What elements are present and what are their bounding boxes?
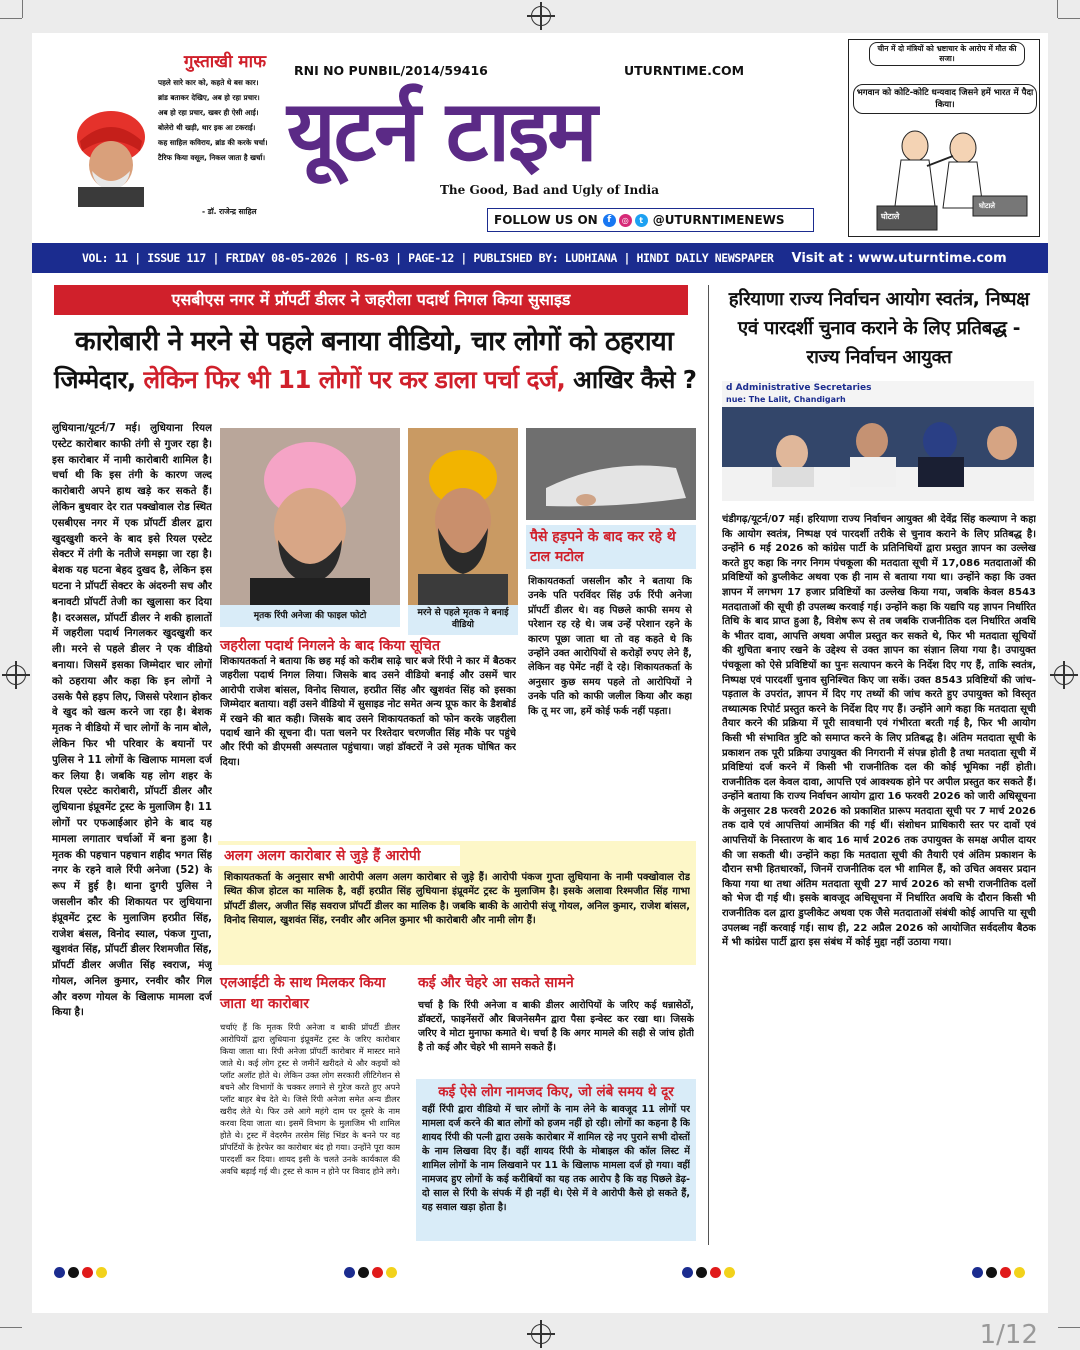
issue-info: VOL: 11 | ISSUE 117 | FRIDAY 08-05-2026 | RS-03 | PAGE-12 | PUBLISHED BY: LUDHIANA | HINDI DAILY NEWSPAPER bbox=[82, 251, 774, 265]
masthead-title: यूटर्न टाइम bbox=[287, 82, 596, 180]
crop-mark bbox=[0, 18, 22, 19]
website-top: UTURNTIME.COM bbox=[624, 63, 745, 78]
side-body: चंडीगढ़/यूटर्न/07 मई। हरियाणा राज्य निर्वाचन आयुक्त श्री देवेंद्र सिंह कल्याण ने कहा कि आयोग स्वतंत्र, निष्पक्ष एवं पारदर्शी तरीके से चुनाव कराने के लिए प्रतिबद्ध है। उन्होंने 6 मई 2026 को कांग्रेस पार्टी के प्रतिनिधियों द्वारा प्रस्तुत ज्ञापन का उल्लेख करते हुए कहा कि नगर निगम पंचकूला की मतदाता सूची में 17,086 मतदाताओं की प्रविष्टियों को डुप्लीकेट अथवा एक ही नाम से बताया गया था। उन्होंने कहा कि उक्त ज्ञापन में लगभग 17 हजार प्रविष्टियों का उल्लेख किया गया, जबकि केवल 8543 मतदाताओं की सूची ही उपलब्ध करवाई गई। उन्होंने कहा कि यद्यपि यह ज्ञापन निर्धारित तिथि के बाद प्राप्त हुआ है, विशेष रूप से तब जबकि राजनीतिक दल निर्धारित अवधि के भीतर दावा, आपत्ति अथवा अपील प्रस्तुत कर सकते थे, फिर भी मतदाता सूचियों की शुचिता बनाए रखने के उद्देश्य से उक्त ज्ञापन का संज्ञान लिया गया है। उपायुक्त पंचकूला को ऐसे प्रविष्टियों का पुनः सत्यापन करने के निर्देश दिए गए हैं, ताकि स्वतंत्र, निष्पक्ष एवं पारदर्शी चुनाव सुनिश्चित किए जा सकें। उक्त 8543 प्रविष्टियों की जांच-पड़ताल के उपरांत, ज्ञापन में दिए गए तथ्यों की जांच करते हुए उपायुक्त को विस्तृत तथ्यात्मक रिपोर्ट प्रस्तुत करने के निर्देश दिए गए हैं। उन्होंने आगे कहा कि मतदाता सूची तैयार करने की प्रक्रिया में पूरी सावधानी एवं गंभीरता बरती गई है, फिर भी आयोग किसी भी संभावित त्रुटि को समाप्त करने के लिए प्रतिबद्ध है। अंतिम मतदाता सूची के प्रकाशन तक पूरी प्रक्रिया उपायुक्त की निगरानी में संपन्न होती है तथा मतदाता सूची में प्रविष्टियां दर्ज करने में किसी भी राजनीतिक दल की कोई भूमिका नहीं होती। राजनीतिक दल केवल दावा, आपत्ति एवं आवश्यक होने पर अपील प्रस्तुत कर सकते हैं। उन्होंने बताया कि राज्य निर्वाचन आयोग द्वारा 16 फरवरी 2026 को जारी अधिसूचना के अनुसार 28 फरवरी 2026 को प्रकाशित प्रारूप मतदाता सूची पर 7 मार्च 2026 तक दावे एवं आपत्तियां आमंत्रित की गई थीं। संशोधन प्राधिकारी स्तर पर दावों एवं आपत्तियों के निस्तारण के बाद 16 मार्च 2026 तक उपायुक्त के समक्ष अपील दायर की जा सकती थी। उन्होंने कहा कि मतदाता सूची की तैयारी एवं अंतिम प्रकाशन के दौरान सभी हितधारकों, जिनमें राजनीतिक दल भी शामिल हैं, को उचित अवसर प्रदान किया गया था तथा अंतिम मतदाता सूची 27 मार्च 2026 को सभी राजनीतिक दलों को भेज दी गई थी। इसके बावजूद अधिसूचना में निर्धारित अवधि के दौरान किसी भी राजनीतिक दल द्वारा डुप्लीकेट अथवा एक जैसे मतदाताओं संबंधी कोई आपत्ति या सूची उपलब्ध नहीं करवाई गई। साथ ही, 22 अप्रैल 2026 को आयोजित सर्वदलीय बैठक में भी कांग्रेस पार्टी द्वारा इस संबंध में कोई मुद्दा नहीं उठाया गया। bbox=[722, 514, 1036, 949]
headline-part: आखिर कैसे ? bbox=[573, 365, 697, 394]
photo-caption: मरने से पहले मृतक ने बनाई वीडियो bbox=[408, 605, 518, 635]
headline-part-red: लेकिन फिर भी 11 लोगों पर कर डाला पर्चा दर्ज, bbox=[143, 365, 566, 394]
crop-mark bbox=[22, 0, 23, 18]
color-dots bbox=[54, 1263, 110, 1282]
named-accused-box bbox=[416, 1079, 696, 1241]
cartoon-sign: घोटाले bbox=[979, 202, 996, 210]
poem-line: बोलेरो थी खड़ी, थार इक आ टकराई। bbox=[158, 123, 256, 132]
crop-mark bbox=[0, 1327, 22, 1328]
main-kicker: एसबीएस नगर में प्रॉपर्टी डीलर ने जहरीला पदार्थ निगल किया सुसाइड bbox=[54, 285, 688, 315]
headline-line1: कारोबारी ने मरने से पहले बनाया वीडियो, चार लोगों को ठहराया bbox=[74, 326, 674, 357]
subhead-2-body: शिकायतकर्ता जसलीन कौर ने बताया कि उनके पति परविंदर सिंह उर्फ रिंपी अनेजा प्रॉपर्टी डीलर थे। वह पिछले काफी समय से परेशान रह रहे थे। जब उन्हें परेशान रहने के कारण पूछा जाता था तो वह कहते थे कि उन्होंने उक्त आरोपियों से करोड़ों रुपए लेने हैं, लेकिन वह पेमेंट नहीं दे रहे। शिकायतकर्ता के अनुसार कुछ समय पहले तो आरोपियों ने उनके पति को काफी जलील किया और कहा कि तू मर जा, हमें कोई फर्क नहीं पड़ता। bbox=[528, 576, 692, 717]
registration-mark bbox=[531, 1324, 551, 1344]
subhead-2: पैसे हड़पने के बाद कर रहे थे टाल मटोल bbox=[526, 525, 696, 569]
registration-mark bbox=[531, 6, 551, 26]
subhead-1-body: शिकायतकर्ता ने बताया कि छह मई को करीब साढ़े चार बजे रिंपी ने कार में बैठकर जहरीला पदार्थ निगल लिया। जिसके बाद उसने वीडियो बनाई और उसमें चार आरोपी राजेश बांसल, विनोद सियाल, हरप्रीत सिंह और खुशवंत सिंह को इसका जिम्मेदार बताया। वहीं उसने वीडियो में सुसाइड नोट समेत अन्य प्रूफ कार के डैशबोर्ड में रखने की बात कही। जिसके बाद उसने शिकायतकर्ता को फोन करके जहरीला पदार्थ खाने की सूचना दी। पता चलने पर रिश्तेदार चरणजीत सिंह मौके पर पहुंचे और रिंपी को डीएमसी अस्पताल पहुंचाया। जहां डॉक्टरों ने उसे मृतक घोषित कर दिया। bbox=[220, 656, 516, 768]
poem-title: गुस्ताखी माफ bbox=[183, 52, 267, 72]
accused-box-title: अलग अलग कारोबार से जुड़े हैं आरोपी bbox=[218, 845, 460, 866]
accused-box-body: शिकायतकर्ता के अनुसार सभी आरोपी अलग अलग कारोबार से जुड़े हैं। आरोपी पंकज गुप्ता लुधियाना के नामी पक्खोवाल रोड स्थित कीज होटल का मालिक है, वहीं हरप्रीत सिंह लुधियाना इंप्रूवमेंट ट्रस्ट के मुलाजिम है। इसके अलावा रिश्मजीत सिंह गाभा प्रॉपर्टी डीलर, अजीत सिंह सवराज प्रॉपर्टी डीलर का मालिक है। जबकि बाकी के आरोपी संजू गोयल, अनिल कुमार, राजेश बांसल, विनोद सियाल, खुशवंत सिंह, रनवीर और अनिल कुमार भी कारोबारी और नामी लोग हैं। bbox=[224, 872, 690, 927]
color-dots bbox=[344, 1263, 400, 1282]
side-headline: हरियाणा राज्य निर्वाचन आयोग स्वतंत्र, निष्पक्ष एवं पारदर्शी चुनाव कराने के लिए प्रतिबद्ध - राज्य निर्वाचन आयुक्त bbox=[728, 289, 1030, 368]
poem-line: टैरिफ किया वसूल, निकल जाता है खर्चा। bbox=[158, 153, 266, 162]
subhead-4: कई और चेहरे आ सकते सामने bbox=[418, 975, 574, 991]
cartoon-speech: भगवान को कोटि-कोटि धन्यवाद जिसने हमें भारत में पैदा किया। bbox=[853, 84, 1037, 114]
author-portrait bbox=[70, 107, 152, 207]
follow-label: FOLLOW US ON bbox=[494, 213, 598, 227]
cartoon-sign: घोटाले bbox=[881, 212, 900, 221]
twitter-icon[interactable]: t bbox=[635, 214, 648, 227]
poem-line: पहले सारे कार को, कहते थे बस कार। bbox=[158, 78, 259, 87]
subhead-4-body: चर्चा है कि रिंपी अनेजा व बाकी डीलर आरोपियों के जरिए कई धन्नासेठों, डॉक्टरों, फाइनेंसरों और बिजनेसमैन द्वारा पैसा इन्वेस्ट कर रखा था। जिसके जरिए वे मोटा मुनाफा कमाते थे। चर्चा है कि अगर मामले की सही से जांच होती है तो कई और चेहरे भी सामने सकते हैं। bbox=[418, 1000, 694, 1053]
poem-section bbox=[52, 45, 292, 245]
photo-victim-file bbox=[220, 428, 400, 606]
cartoon-box bbox=[848, 39, 1040, 237]
follow-bar bbox=[487, 208, 814, 232]
masthead-tagline: The Good, Bad and Ugly of India bbox=[440, 183, 659, 197]
photo-caption: मृतक रिंपी अनेजा की फाइल फोटो bbox=[220, 605, 400, 627]
instagram-icon[interactable]: ◎ bbox=[619, 214, 632, 227]
headline-line2 bbox=[54, 361, 697, 399]
photo-victim-video bbox=[408, 428, 518, 606]
poem-line: ब्रांड बताकर देखिए, अब हो रहा प्रचार। bbox=[158, 93, 260, 102]
main-column-1: लुधियाना/यूटर्न/7 मई। लुधियाना रियल एस्टेट कारोबार काफी तंगी से गुजर रहा है। इस कारोबार में नामी कारोबारी शामिल है। चर्चा थी कि इस तंगी के कारण जल्द कारोबारी अपने हाथ खड़े कर सकते हैं। लेकिन बुधवार देर रात पक्खोवाल रोड स्थित एसबीएस नगर में एक प्रॉपर्टी डीलर द्वारा खुदखुशी करने के बाद इसे रियल एस्टेट सेक्टर में तंगी के नतीजे समझा जा रहा है। बेशक यह घटना बेहद दुखद है, लेकिन इस घटना ने प्रॉपर्टी सेक्टर के अंदरुनी सच और बनावटी प्रॉपर्टी तेजी का खुलासा कर दिया है। दरअसल, प्रॉपर्टी डीलर ने शकी हालातों में जहरीला पदार्थ निगलकर खुदखुशी कर ली। मरने से पहले डीलर ने एक वीडियो बनाया। जिसमें इसका जिम्मेदार चार लोगों को ठहराया और कहा कि इन लोगों ने उसके पैसे हड़प लिए, जिससे परेशान होकर वे खुद को खत्म करने जा रहा है। बेशक मृतक ने वीडियो में चार लोगों के नाम बोले, लेकिन फिर भी परिवार के बयानों पर पुलिस ने 11 लोगों के खिलाफ मामला दर्ज कर लिया है। जबकि यह लोग शहर के रियल एस्टेट कारोबारी, प्रॉपर्टी डीलर और लुधियाना इंप्रूवमेंट ट्रस्ट के मुलाजिम है। 11 लोगों पर एफआईआर होने के बाद यह मामला लगातार चर्चाओं में बना हुआ है। मृतक की पहचान पहचान शहीद भगत सिंह नगर के रहने वाले रिंपी अनेजा (52) के रूप में हुई है। थाना दुगरी पुलिस ने जसलीन कौर की शिकायत पर लुधियाना इंप्रूवमेंट ट्रस्ट के मुलाजिम हरप्रीत सिंह, राजेश बंसल, विनोद स्याल, पंकज गुप्ता, खुशवंत सिंह, प्रॉपर्टी डीलर रिशमजीत सिंह, प्रॉपर्टी डीलर अजीत सिंह स्वराज, मंजू गोयल, अनिल कुमार, रनवीर कौर गिल और वरुण गोयल के खिलाफ मामला दर्ज किया है। bbox=[52, 423, 212, 1019]
newspaper-page bbox=[32, 33, 1048, 1313]
banner-text: nue: The Lalit, Chandigarh bbox=[726, 395, 846, 404]
subhead-3: एलआईटी के साथ मिलकर किया जाता था कारोबार bbox=[220, 975, 386, 1012]
photo-body bbox=[526, 428, 696, 520]
registration-mark bbox=[1054, 665, 1074, 685]
headline-part: जिम्मेदार, bbox=[54, 365, 136, 394]
facebook-icon[interactable]: f bbox=[603, 214, 616, 227]
named-accused-body: वहीं रिंपी द्वारा वीडियो में चार लोगों के नाम लेने के बावजूद 11 लोगों पर मामला दर्ज करने की बात लोगों को हजम नहीं हो रही। लोगों का कहना है कि शायद रिंपी की पत्नी द्वारा उसके कारोबार में शामिल रहे नए पुराने सभी दोस्तों के नाम लिखवा दिए हैं। वहीं शायद रिंपी के मोबाइल की कॉल लिस्ट में शामिल लोगों के नाम लिखवाने पर 11 के खिलाफ मामला दर्ज हो गया। वहीं नामजद हुए लोगों के कई करीबियों का यह तक आरोप है कि वह पिछले डेढ़-दो साल से रिंपी के संपर्क में ही नहीं थे। ऐसे में वे आरोपी कैसे हो सकते हैं, यह सवाल खड़ा होता है। bbox=[422, 1104, 690, 1213]
color-dots bbox=[682, 1263, 738, 1282]
rni-number: RNI NO PUNBIL/2014/59416 bbox=[294, 63, 488, 78]
poem-author: - डॉ. राजेन्द्र साहिल bbox=[202, 207, 257, 216]
social-handle[interactable]: @UTURNTIMENEWS bbox=[652, 213, 785, 227]
crop-mark bbox=[1057, 0, 1058, 18]
color-dots bbox=[972, 1263, 1028, 1282]
named-accused-title: कई ऐसे लोग नामजद किए, जो लंबे समय थे दूर bbox=[438, 1084, 674, 1100]
social-icons bbox=[603, 214, 648, 227]
page-indicator: 1/12 bbox=[979, 1320, 1038, 1350]
poem-line: कह साहिल कविराय, ब्रांड की करके चर्चा। bbox=[158, 138, 268, 147]
crop-mark bbox=[1058, 18, 1080, 19]
main-headline bbox=[54, 323, 697, 399]
subhead-3-body: चर्चाएं हैं कि मृतक रिंपी अनेजा व बाकी प्रॉपर्टी डीलर आरोपियों द्वारा लुधियाना इंप्रूवमेंट ट्रस्ट के जरिए कारोबार किया जाता था। रिंपी अनेजा प्रॉपर्टी कारोबार में मास्टर माने जाते थे। कई लोग ट्रस्ट से जमीनें खरीदते थे और कइयों को प्लॉट अलॉट होते थे। लेकिन उक्त लोग सरकारी लीटिगेशन से बचने और विभागों के चक्कर लगाने से गुरेज करते हुए अपने प्लॉट बाहर बेच देते थे। जिसे रिंपी अनेजा समेत अन्य डीलर खरीद लेते थे। फिर उसे आगे महंगे दाम पर दूसरे के नाम करवा दिया जाता था। इसमें विभाग के मुलाजिम भी शामिल होते थे। ट्रस्ट में वेदरमैन तरसेम सिंह भिंडर के बनने पर वह प्रॉपर्टियों के हेरफेर का कारोबार बंद हो गया। उन्होंने पूरा काम पारदर्शी कर दिया। शायद इसी के चलते उनके कार्यकाल की अवधि बढ़ाई गई थी। ट्रस्ट से काम न होने पर विवाद होने लगे। bbox=[220, 1022, 400, 1176]
poem-line: अब हो रहा प्रचार, खबर ही ऐसी आई। bbox=[158, 108, 259, 117]
column-divider bbox=[708, 285, 709, 1245]
subhead-1: जहरीला पदार्थ निगलने के बाद किया सूचित bbox=[220, 638, 440, 654]
accused-box bbox=[218, 841, 696, 965]
info-bar bbox=[32, 243, 1048, 273]
cartoon-caption: चीन में दो मंत्रियों को भ्रष्टाचार के आरोप में मौत की सजा। bbox=[869, 42, 1025, 66]
registration-mark bbox=[6, 665, 26, 685]
side-photo bbox=[722, 381, 1034, 501]
banner-text: d Administrative Secretaries bbox=[726, 383, 872, 393]
visit-link[interactable]: Visit at : www.uturntime.com bbox=[791, 250, 1007, 266]
poem-lines bbox=[158, 75, 298, 165]
crop-mark bbox=[1058, 1327, 1080, 1328]
